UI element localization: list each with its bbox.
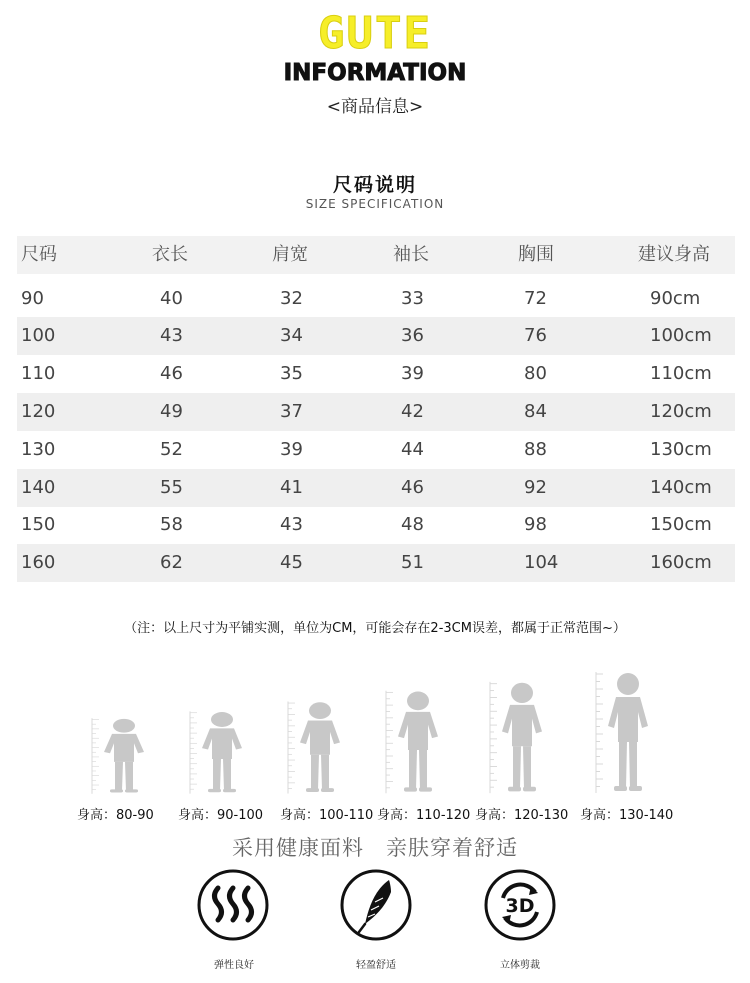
table-cell: 45 <box>280 552 303 573</box>
feature-label-3d: 立体剪裁 <box>500 960 540 971</box>
table-cell: 90 <box>21 288 44 309</box>
child-silhouette <box>486 680 556 799</box>
table-cell: 140cm <box>650 477 712 498</box>
table-header-cell: 袖长 <box>393 244 429 265</box>
3d-rotate-icon <box>483 868 557 942</box>
table-cell: 110cm <box>650 363 712 384</box>
table-cell: 130 <box>21 439 56 460</box>
measurement-note: （注：以上尺寸为平铺实测，单位为CM，可能会存在2-3CM误差，都属于正常范围~） <box>124 621 626 636</box>
table-cell: 46 <box>401 477 424 498</box>
table-cell: 36 <box>401 325 424 346</box>
table-cell: 120cm <box>650 401 712 422</box>
table-cell: 51 <box>401 552 424 573</box>
table-cell: 35 <box>280 363 303 384</box>
table-cell: 130cm <box>650 439 712 460</box>
table-header-cell: 尺码 <box>21 244 57 265</box>
table-cell: 39 <box>280 439 303 460</box>
table-header-cell: 肩宽 <box>272 244 308 265</box>
elastic-waves-icon <box>196 868 270 942</box>
table-cell: 84 <box>524 401 547 422</box>
table-row <box>17 317 735 355</box>
table-cell: 160 <box>21 552 56 573</box>
table-row <box>17 506 735 544</box>
table-cell: 98 <box>524 514 547 535</box>
table-cell: 41 <box>280 477 303 498</box>
child-silhouette <box>284 700 354 799</box>
table-cell: 104 <box>524 552 559 573</box>
feature-label-light: 轻盈舒适 <box>356 960 396 971</box>
feature-label-elastic: 弹性良好 <box>214 960 254 971</box>
table-cell: 110 <box>21 363 56 384</box>
information-title: INFORMATION <box>283 60 467 86</box>
table-cell: 55 <box>160 477 183 498</box>
table-cell: 49 <box>160 401 183 422</box>
table-row <box>17 431 735 469</box>
cute-logo-text: GUTE <box>318 8 432 59</box>
table-header-row <box>17 236 735 274</box>
table-cell: 37 <box>280 401 303 422</box>
table-cell: 62 <box>160 552 183 573</box>
table-cell: 43 <box>280 514 303 535</box>
table-cell: 90cm <box>650 288 701 309</box>
height-caption: 身高：130-140 <box>580 808 674 823</box>
table-cell: 40 <box>160 288 183 309</box>
table-cell: 100 <box>21 325 56 346</box>
fabric-title: 采用健康面料 亲肤穿着舒适 <box>232 836 518 860</box>
table-cell: 58 <box>160 514 183 535</box>
table-cell: 140 <box>21 477 56 498</box>
table-cell: 44 <box>401 439 424 460</box>
table-cell: 100cm <box>650 325 712 346</box>
3d-icon-text: 3D <box>505 895 535 917</box>
table-cell: 32 <box>280 288 303 309</box>
child-silhouette <box>382 689 452 799</box>
table-cell: 88 <box>524 439 547 460</box>
table-cell: 150cm <box>650 514 712 535</box>
table-cell: 150 <box>21 514 56 535</box>
height-caption: 身高：80-90 <box>77 808 154 823</box>
table-cell: 33 <box>401 288 424 309</box>
height-caption: 身高：110-120 <box>377 808 471 823</box>
table-row <box>17 280 735 318</box>
child-silhouette <box>88 717 158 799</box>
table-cell: 80 <box>524 363 547 384</box>
table-cell: 46 <box>160 363 183 384</box>
table-header-cell: 衣长 <box>152 244 188 265</box>
table-row <box>17 469 735 507</box>
size-section-title: 尺码说明 <box>332 174 417 196</box>
table-row <box>17 544 735 582</box>
table-header-cell: 胸围 <box>518 244 554 265</box>
table-row <box>17 355 735 393</box>
table-cell: 34 <box>280 325 303 346</box>
table-cell: 160cm <box>650 552 712 573</box>
height-caption: 身高：100-110 <box>280 808 374 823</box>
table-cell: 42 <box>401 401 424 422</box>
height-caption: 身高：120-130 <box>475 808 569 823</box>
child-silhouette <box>592 670 662 799</box>
child-silhouette <box>186 710 256 799</box>
table-cell: 92 <box>524 477 547 498</box>
feather-icon <box>339 868 413 942</box>
table-cell: 39 <box>401 363 424 384</box>
size-section-subtitle: SIZE SPECIFICATION <box>305 197 445 211</box>
table-cell: 120 <box>21 401 56 422</box>
table-header-cell: 建议身高 <box>638 244 710 265</box>
table-cell: 72 <box>524 288 547 309</box>
table-cell: 76 <box>524 325 547 346</box>
height-caption: 身高：90-100 <box>178 808 264 823</box>
table-cell: 43 <box>160 325 183 346</box>
table-row <box>17 393 735 431</box>
product-info-subtitle: <商品信息> <box>326 97 424 117</box>
table-cell: 52 <box>160 439 183 460</box>
table-cell: 48 <box>401 514 424 535</box>
